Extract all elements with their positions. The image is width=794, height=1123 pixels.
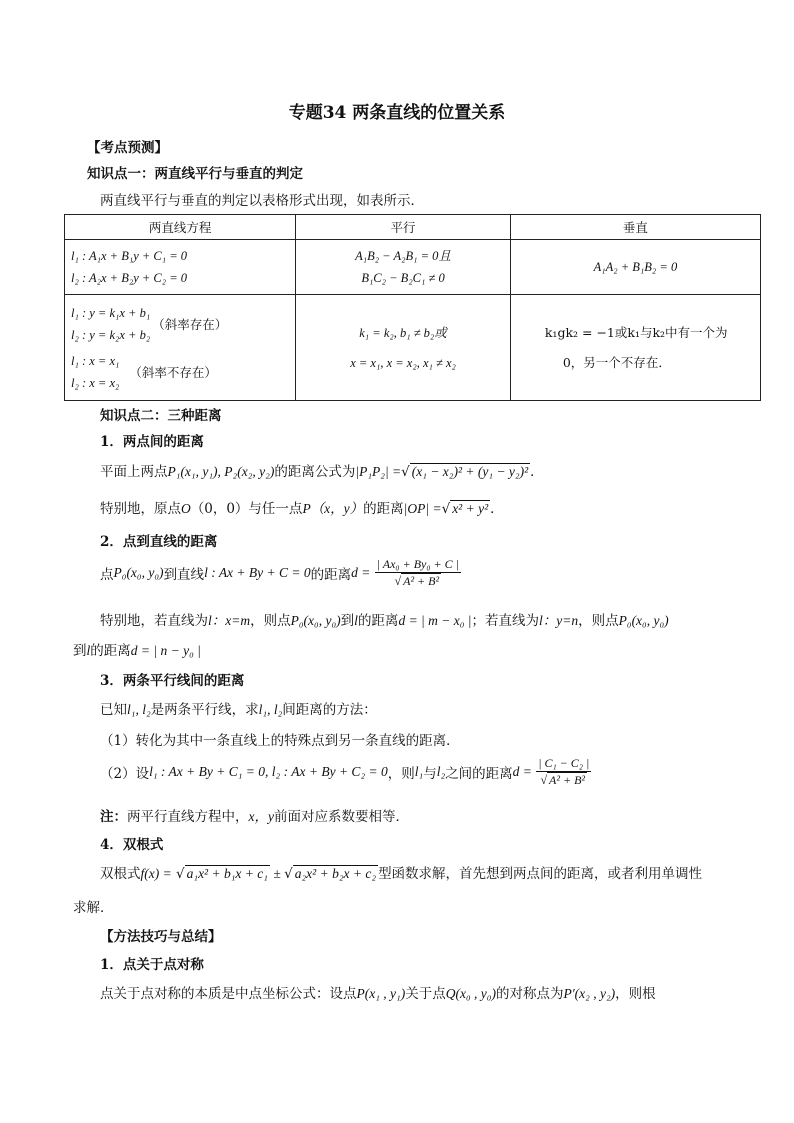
equation-l2-slope: l₂ : y = k₂x + b₂ xyxy=(71,327,151,342)
formula-d: d = xyxy=(351,565,371,580)
table-header-parallel: 平行 xyxy=(296,215,511,240)
formula-segment: d = | m − x₀ | xyxy=(398,613,472,628)
formula-segment: P(x₁ , y₁) xyxy=(356,986,406,1001)
parallel-perpendicular-table xyxy=(64,214,761,401)
k1-intro: 两直线平行与垂直的判定以表格形式出现，如表所示． xyxy=(100,193,424,209)
formula-radicand: x² + y² xyxy=(452,501,489,516)
s3-line-3 xyxy=(100,756,591,788)
equation-l1-vertical: l₁ : x = x₁ xyxy=(71,353,120,368)
text-segment: 的距离 xyxy=(363,501,404,517)
formula-d: d = xyxy=(512,764,532,779)
fraction-numerator: | Ax₀ + By₀ + C | xyxy=(376,557,459,571)
table-row xyxy=(65,295,761,401)
s1-line-1: 平面上两点P₁(x₁, y₁), P₂(x₂, y₂)的距离公式为|P₁P₂| =√ (x₁ − x₂)² + (y₁ − y₂)² ． xyxy=(100,464,544,480)
table-row xyxy=(65,240,761,295)
formula-points: P₁(x₁, y₁), P₂(x₂, y₂) xyxy=(167,464,275,479)
text-segment: 的对称点为 xyxy=(495,986,564,1002)
table-cell-general-perpendicular xyxy=(510,240,760,295)
slope-parallel-condition-2: x = x₁, x = x₂, x₁ ≠ x₂ xyxy=(350,355,456,370)
slope-undefined-note: （斜率不存在） xyxy=(129,364,217,380)
slope-exists-note: （斜率存在） xyxy=(152,316,228,332)
formula-segment: Q(x₀ , y₀) xyxy=(445,986,496,1001)
fraction-denominator: A² + B² xyxy=(549,773,585,787)
formula-segment: x，y xyxy=(248,809,274,824)
text-segment: 两平行直线方程中， xyxy=(127,809,249,825)
table-cell-general-parallel xyxy=(296,240,511,295)
text-segment: 点 xyxy=(100,567,114,583)
formula-segment: l xyxy=(86,643,91,658)
formula-segment: l₁, l₂ xyxy=(127,702,151,717)
s2-line-1 xyxy=(100,557,461,589)
formula-segment: l₁ xyxy=(414,764,424,779)
formula-f: f(x) = xyxy=(140,866,172,881)
k1-heading: 知识点一：两直线平行与垂直的判定 xyxy=(87,166,303,182)
text-segment: ，则根 xyxy=(615,986,656,1002)
text-segment: 特别地，若直线为 xyxy=(100,613,208,629)
s2-line-2 xyxy=(100,609,669,629)
distance-fraction: $\frac{\text{| Ax₀ + By₀ + C |}}{\text{√ A² + B²}}$ xyxy=(376,557,459,588)
equation-l2-vertical: l₂ : x = x₂ xyxy=(71,375,120,390)
s2-heading: 2．点到直线的距离 xyxy=(100,534,218,550)
s3-heading: 3．两条平行线间的距离 xyxy=(100,673,245,689)
text-segment: ；若直线为 xyxy=(471,613,540,629)
s4-heading: 4．双根式 xyxy=(100,837,164,853)
parallel-distance-fraction: $\frac{\text{| C₁ − C₂ |}}{\text{√ A² + B²}}$ xyxy=(538,756,590,787)
note-line xyxy=(100,805,409,825)
formula-point: P（x，y） xyxy=(302,501,364,516)
formula-segment: l₁ : Ax + By + C₁ = 0, l₂ : Ax + By + C₂ = 0 xyxy=(149,764,388,779)
page-title: 专题34 两条直线的位置关系 xyxy=(288,103,506,123)
equation-l1-slope: l₁ : y = k₁x + b₁ xyxy=(71,305,151,320)
text-segment: 已知 xyxy=(100,702,127,718)
text-segment: ． xyxy=(530,464,544,480)
text-segment: 与 xyxy=(423,766,437,782)
formula-segment: l：x=m xyxy=(208,613,251,628)
text-segment: 间距离的方法： xyxy=(282,702,377,718)
text-segment: 平面上两点 xyxy=(100,464,168,480)
slope-exists-group xyxy=(71,302,289,346)
formula-lhs: |P₁P₂| = xyxy=(355,464,402,479)
formula-segment: l₁, l₂ xyxy=(258,702,283,717)
text-segment: ，则点 xyxy=(250,613,291,629)
text-segment: 的距离 xyxy=(310,567,352,583)
text-segment: ，则点 xyxy=(578,613,619,629)
formula-point: P₀(x₀, y₀) xyxy=(113,565,164,580)
formula-segment: P′(x₂ , y₂) xyxy=(563,986,616,1001)
s4-line-2: 求解． xyxy=(73,900,114,916)
text-segment: 关于点 xyxy=(405,986,446,1002)
formula-segment: P₀(x₀, y₀) xyxy=(290,613,341,628)
text-segment: 之间的距离 xyxy=(445,766,513,782)
formula-segment: l xyxy=(354,613,358,628)
table-cell-general-form xyxy=(65,240,296,295)
text-segment: 特别地，原点 xyxy=(100,501,181,517)
table-header-perpendicular: 垂直 xyxy=(510,215,760,240)
f1-heading: 1．点关于点对称 xyxy=(100,957,204,973)
fraction-denominator: A² + B² xyxy=(403,574,440,588)
table-header-equation: 两直线方程 xyxy=(65,215,296,240)
formula-pm: ± xyxy=(269,866,285,881)
parallel-condition-2: B₁C₂ − B₂C₁ ≠ 0 xyxy=(361,271,445,285)
perpendicular-condition: A₁A₂ + B₁B₂ = 0 xyxy=(593,259,678,274)
formula-line: l : Ax + By + C = 0 xyxy=(204,565,311,580)
table-cell-slope-perpendicular xyxy=(510,295,760,401)
table-cell-slope-form xyxy=(65,295,296,401)
text-segment: 的距离 xyxy=(357,613,399,629)
text-segment: （0，0）与任一点 xyxy=(190,501,303,517)
formula-origin: O xyxy=(181,501,191,516)
text-segment: ． xyxy=(490,501,504,517)
formula-segment: d = | n − y₀ | xyxy=(130,643,201,658)
formula-radicand: (x₁ − x₂)² + (y₁ − y₂)² xyxy=(411,464,529,479)
formula-radicand: a₁x² + b₁x + c₁ xyxy=(186,866,268,881)
k2-heading: 知识点二：三种距离 xyxy=(100,408,222,424)
text-segment: 到 xyxy=(340,613,355,629)
text-segment: 是两条平行线，求 xyxy=(150,702,259,718)
slope-perpendicular-condition-1: k₁gk₂ = −1或k₁与k₂中有一个为 xyxy=(544,324,728,340)
text-segment: 双根式 xyxy=(100,866,141,882)
f1-line-1 xyxy=(100,982,656,1002)
text-segment: 的距离 xyxy=(90,643,131,659)
text-segment: 前面对应系数要相等． xyxy=(273,809,409,825)
formula-segment: l：y=n xyxy=(539,613,579,628)
s3-line-1 xyxy=(100,698,377,718)
slope-undefined-group xyxy=(71,350,289,394)
text-segment: 点关于点对称的本质是中点坐标公式：设点 xyxy=(100,986,357,1002)
s3-line-2: （1）转化为其中一条直线上的特殊点到另一条直线的距离． xyxy=(100,733,460,749)
slope-parallel-condition-1: k₁ = k₂, b₁ ≠ b₂或 xyxy=(359,325,447,340)
slope-perpendicular-condition-2: 0，另一个不存在． xyxy=(562,354,671,370)
text-segment: 的距离公式为 xyxy=(274,464,356,480)
text-segment: 到直线 xyxy=(163,567,205,583)
text-segment: 到 xyxy=(73,643,87,659)
table-cell-slope-parallel xyxy=(296,295,511,401)
fraction-numerator: | C₁ − C₂ | xyxy=(538,756,590,770)
table-header-row xyxy=(65,215,761,240)
formula-segment: P₀(x₀, y₀) xyxy=(618,613,669,628)
s1-line-2: 特别地，原点O（0，0）与任一点P（x，y）的距离|OP| =√ x² + y² ． xyxy=(100,501,504,517)
s2-line-3 xyxy=(73,639,201,659)
s4-line-1: 双根式f(x) = √ a₁x² + b₁x + c₁ ± √ a₂x² + b₂x + c₂ 型函数求解，首先想到两点间的距离，或者利用单调性 xyxy=(100,866,703,882)
text-segment: 型函数求解，首先想到两点间的距离，或者利用单调性 xyxy=(378,866,703,882)
text-segment: （2）设 xyxy=(100,766,150,782)
formula-segment: l₂ xyxy=(436,764,446,779)
formula-lhs: |OP| = xyxy=(403,501,442,516)
s1-heading: 1．两点间的距离 xyxy=(100,434,204,450)
parallel-condition-1: A₁B₂ − A₂B₁ = 0且 xyxy=(355,249,451,263)
section-heading-kaodian: 【考点预测】 xyxy=(87,140,168,156)
equation-l2-general: l₂ : A₂x + B₂y + C₂ = 0 xyxy=(71,271,188,285)
equation-l1-general: l₁ : A₁x + B₁y + C₁ = 0 xyxy=(71,249,188,263)
text-segment: ，则 xyxy=(387,766,415,782)
formula-radicand: a₂x² + b₂x + c₂ xyxy=(294,866,377,881)
note-label: 注： xyxy=(100,809,127,825)
section-heading-fangfa: 【方法技巧与总结】 xyxy=(100,929,222,945)
